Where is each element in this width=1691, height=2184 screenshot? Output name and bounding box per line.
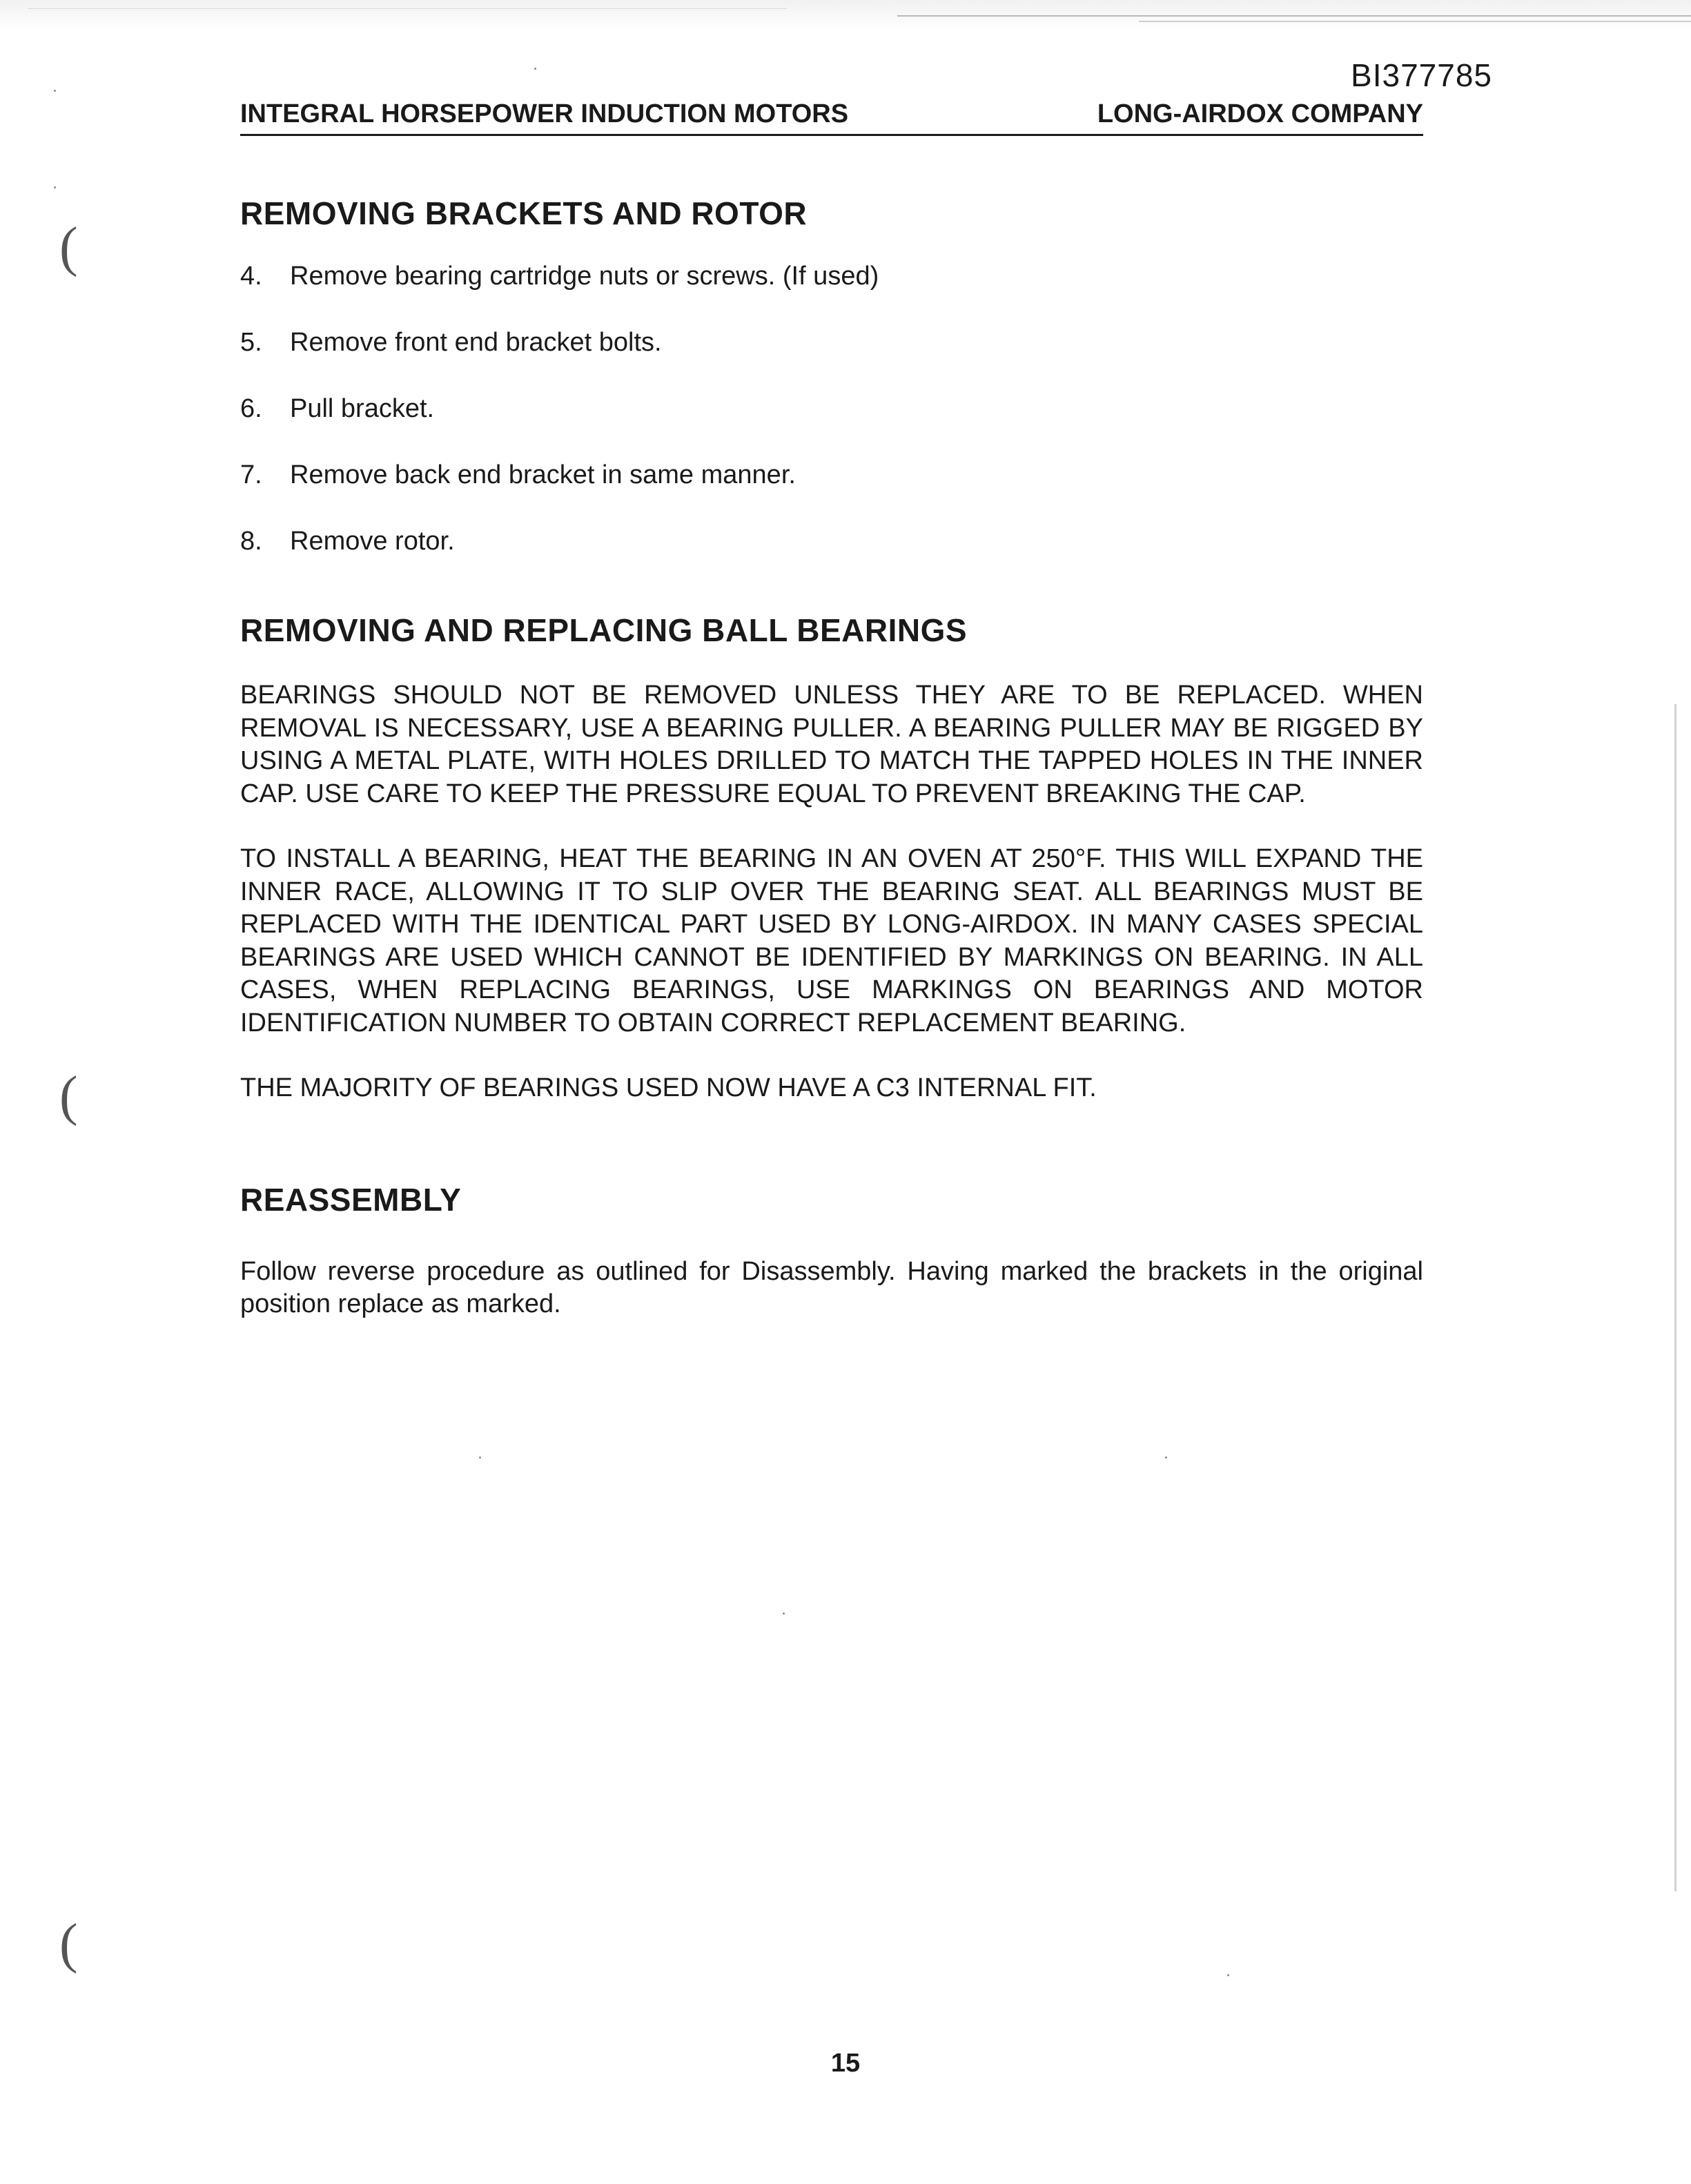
scan-speck: [479, 1456, 481, 1459]
scan-artifact-line: [28, 8, 787, 9]
section-heading-brackets-rotor: REMOVING BRACKETS AND ROTOR: [240, 195, 808, 231]
header-company: LONG-AIRDOX COMPANY: [1097, 99, 1423, 128]
list-item: [240, 323, 1423, 389]
step-text: Remove bearing cartridge nuts or screws. (If used): [290, 262, 879, 291]
step-text: Pull bracket.: [290, 394, 435, 423]
bearings-paragraph: BEARINGS SHOULD NOT BE REMOVED UNLESS THEY ARE TO BE REPLACED. WHEN REMOVAL IS NECESSARY, USE A BEARING PULLER. A BEARING PULLER MAY BE RIGGED BY USING A METAL PLATE, WITH HOLES DRILLED TO MATCH THE TAPPED HOLES IN THE INNER CAP. USE CARE TO KEEP THE PRESSURE EQUAL TO PREVENT BREAKING THE CAP.: [240, 681, 1423, 808]
step-number: 4.: [240, 262, 262, 291]
list-item: [240, 257, 1423, 323]
list-item: [240, 389, 1423, 456]
margin-mark: (: [59, 217, 78, 277]
scan-edge-line: [1674, 704, 1677, 1891]
scan-speck: [1165, 1456, 1167, 1459]
margin-mark: (: [59, 1913, 78, 1974]
bearings-paragraph: TO INSTALL A BEARING, HEAT THE BEARING IN AN OVEN AT 250°F. THIS WILL EXPAND THE INNER RACE, ALLOWING IT TO SLIP OVER THE BEARING SEAT. ALL BEARINGS MUST BE REPLACED WITH THE IDENTICAL PART USED BY LONG-AIRDOX. IN MANY CASES SPECIAL BEARINGS ARE USED WHICH CANNOT BE IDENTIFIED BY MARKINGS ON BEARING. IN ALL CASES, WHEN REPLACING BEARINGS, USE MARKINGS ON BEARINGS AND MOTOR IDENTIFICATION NUMBER TO OBTAIN CORRECT REPLACEMENT BEARING.: [240, 844, 1423, 1037]
page-number: 15: [830, 2049, 861, 2078]
margin-mark: (: [59, 1066, 78, 1127]
step-text: Remove rotor.: [290, 527, 455, 556]
scan-artifact-line: [897, 15, 1691, 17]
scan-speck: [54, 90, 56, 92]
reassembly-paragraph: Follow reverse procedure as outlined for Disassembly. Having marked the brackets in the original position replace as marked.: [240, 1256, 1423, 1318]
scan-speck: [54, 186, 56, 188]
list-item: [240, 456, 1423, 522]
step-number: 8.: [240, 527, 262, 556]
scan-speck: [783, 1612, 785, 1615]
section-heading-ball-bearings: REMOVING AND REPLACING BALL BEARINGS: [240, 612, 968, 648]
bearings-paragraph: THE MAJORITY OF BEARINGS USED NOW HAVE A C3 INTERNAL FIT.: [240, 1073, 1097, 1102]
running-header: [240, 99, 1423, 136]
step-text: Remove back end bracket in same manner.: [290, 460, 796, 489]
step-number: 7.: [240, 460, 262, 489]
list-item: [240, 522, 1423, 588]
step-number: 5.: [240, 328, 262, 357]
header-title: INTEGRAL HORSEPOWER INDUCTION MOTORS: [240, 99, 849, 128]
step-list: [240, 257, 1423, 588]
section-heading-reassembly: REASSEMBLY: [240, 1181, 462, 1218]
document-id: BI377785: [1351, 57, 1492, 93]
page-content: [240, 195, 1423, 1321]
scan-speck: [1227, 1974, 1229, 1976]
step-number: 6.: [240, 394, 262, 423]
scan-artifact-line: [1139, 21, 1691, 22]
scan-speck: [534, 68, 536, 70]
step-text: Remove front end bracket bolts.: [290, 328, 662, 357]
